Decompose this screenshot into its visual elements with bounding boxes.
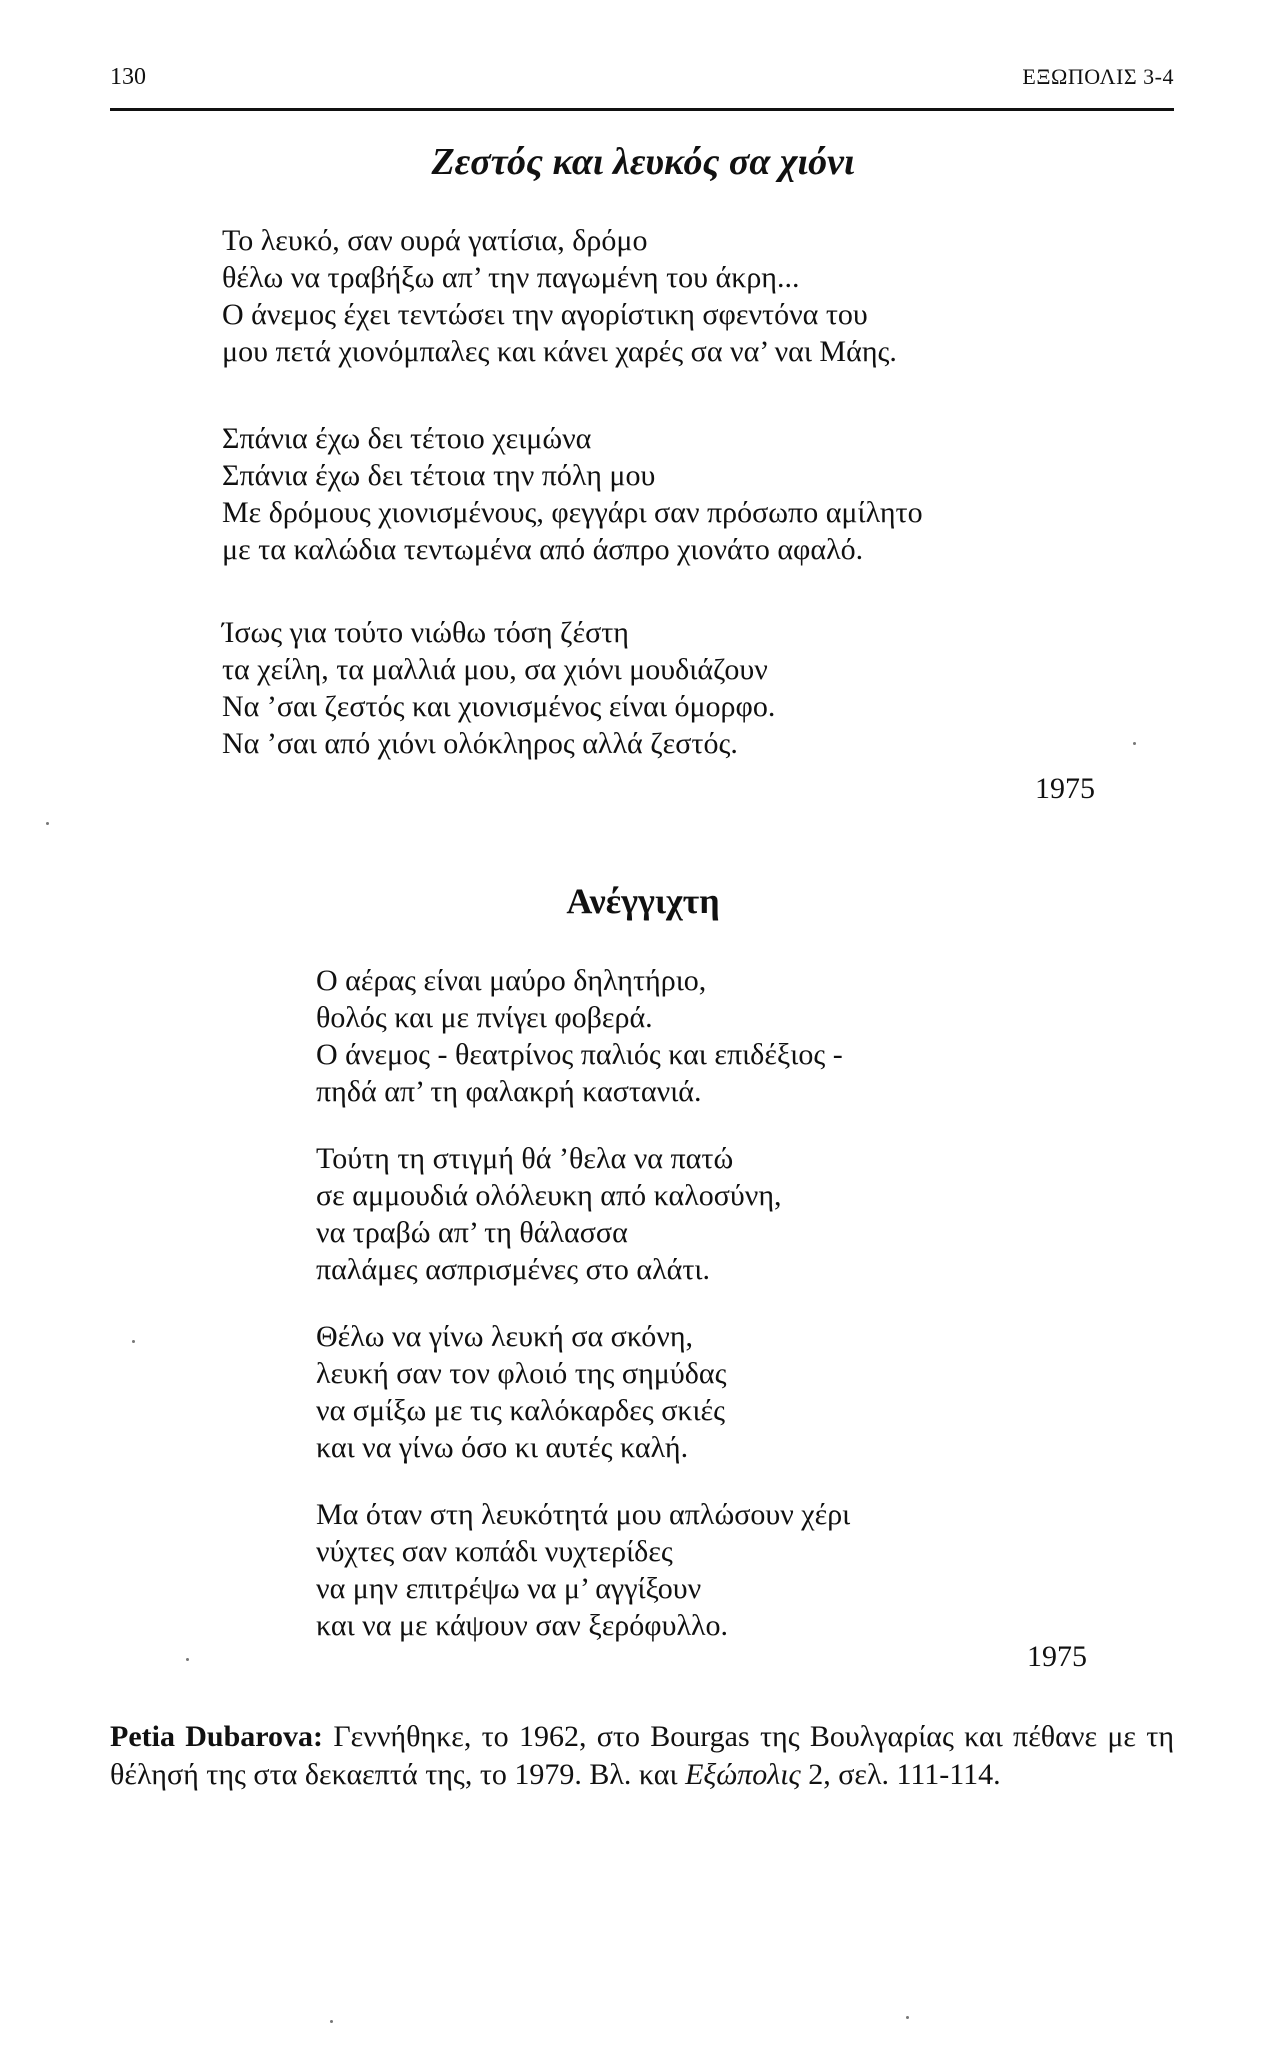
bio-page-ref: 2, σελ. 111-114.: [808, 1758, 1001, 1791]
poem-line: να μην επιτρέψω να μ’ αγγίξουν: [316, 1572, 702, 1605]
poem-line: Να ’σαι από χιόνι ολόκληρος αλλά ζεστός.: [222, 727, 738, 760]
poem-2-stanza-1: [316, 962, 843, 1110]
scan-speck: [186, 1658, 189, 1661]
poem-line: Θέλω να γίνω λευκή σα σκόνη,: [316, 1320, 694, 1353]
poem-line: μου πετά χιονόμπαλες και κάνει χαρές σα να’ ναι Μάης.: [222, 335, 897, 368]
author-name: Petia Dubarova:: [110, 1720, 324, 1753]
poem-line: παλάμες ασπρισμένες στο αλάτι.: [316, 1253, 710, 1286]
scan-speck: [132, 1340, 135, 1343]
poem-line: να τραβώ απ’ τη θάλασσα: [316, 1216, 628, 1249]
scan-speck: [330, 2020, 333, 2023]
poem-line: Τούτη τη στιγμή θά ’θελα να πατώ: [316, 1142, 734, 1175]
poem-line: Ο άνεμος - θεατρίνος παλιός και επιδέξιος -: [316, 1038, 843, 1071]
poem-line: πηδά απ’ τη φαλακρή καστανιά.: [316, 1075, 702, 1108]
page-number: 130: [110, 64, 146, 90]
poem-line: και να γίνω όσο κι αυτές καλή.: [316, 1431, 689, 1464]
scan-speck: [46, 822, 49, 825]
poem-line: θέλω να τραβήξω απ’ την παγωμένη του άκρη...: [222, 261, 800, 294]
poem-1-stanza-1: [222, 222, 897, 370]
poem-line: σε αμμουδιά ολόλευκη από καλοσύνη,: [316, 1179, 782, 1212]
poem-line: Μα όταν στη λευκότητά μου απλώσουν χέρι: [316, 1498, 851, 1531]
poem-line: θολός και με πνίγει φοβερά.: [316, 1001, 653, 1034]
bio-text: Γεννήθηκε, το 1962, στο Bourgas της Βουλγαρίας και πέθανε με τη θέλησή της στα δεκαεπτά της, το 1979. Βλ. και: [110, 1720, 1175, 1791]
poem-2-title: Ανέγγιχτη: [566, 881, 720, 921]
poem-line: με τα καλώδια τεντωμένα από άσπρο χιονάτο αφαλό.: [222, 533, 864, 566]
poem-line: λευκή σαν τον φλοιό της σημύδας: [316, 1357, 727, 1390]
scan-speck: [906, 2016, 909, 2019]
poem-line: Το λευκό, σαν ουρά γατίσια, δρόμο: [222, 224, 648, 257]
page-header: [110, 56, 1174, 96]
poem-1-title: Ζεστός και λευκός σα χιόνι: [431, 141, 855, 183]
poem-line: και να με κάψουν σαν ξερόφυλλο.: [316, 1609, 729, 1642]
poem-line: Με δρόμους χιονισμένους, φεγγάρι σαν πρόσωπο αμίλητο: [222, 496, 923, 529]
author-bio: [110, 1718, 1174, 1794]
poem-2-stanza-2: [316, 1140, 782, 1288]
poem-1-stanza-3: [222, 614, 775, 762]
poem-line: Ίσως για τούτο νιώθω τόση ζέστη: [222, 616, 629, 649]
poem-1-year: 1975: [1035, 772, 1095, 805]
scan-speck: [1133, 742, 1136, 745]
poem-line: τα χείλη, τα μαλλιά μου, σα χιόνι μουδιάζουν: [222, 653, 768, 686]
header-rule: [110, 108, 1174, 111]
poem-line: Να ’σαι ζεστός και χιονισμένος είναι όμορφο.: [222, 690, 776, 723]
poem-2-stanza-3: [316, 1318, 726, 1466]
poem-line: Σπάνια έχω δει τέτοια την πόλη μου: [222, 459, 656, 492]
bio-journal-ref: Εξώπολις: [685, 1758, 801, 1791]
poem-line: Σπάνια έχω δει τέτοιο χειμώνα: [222, 422, 592, 455]
poem-line: νύχτες σαν κοπάδι νυχτερίδες: [316, 1535, 673, 1568]
poem-line: Ο άνεμος έχει τεντώσει την αγορίστικη σφεντόνα του: [222, 298, 868, 331]
poem-2-stanza-4: [316, 1496, 850, 1644]
poem-1-stanza-2: [222, 420, 923, 568]
poem-2-year: 1975: [1027, 1640, 1087, 1673]
poem-line: Ο αέρας είναι μαύρο δηλητήριο,: [316, 964, 707, 997]
journal-title: ΕΞΩΠΟΛΙΣ 3-4: [1022, 64, 1174, 89]
poem-line: να σμίξω με τις καλόκαρδες σκιές: [316, 1394, 726, 1427]
